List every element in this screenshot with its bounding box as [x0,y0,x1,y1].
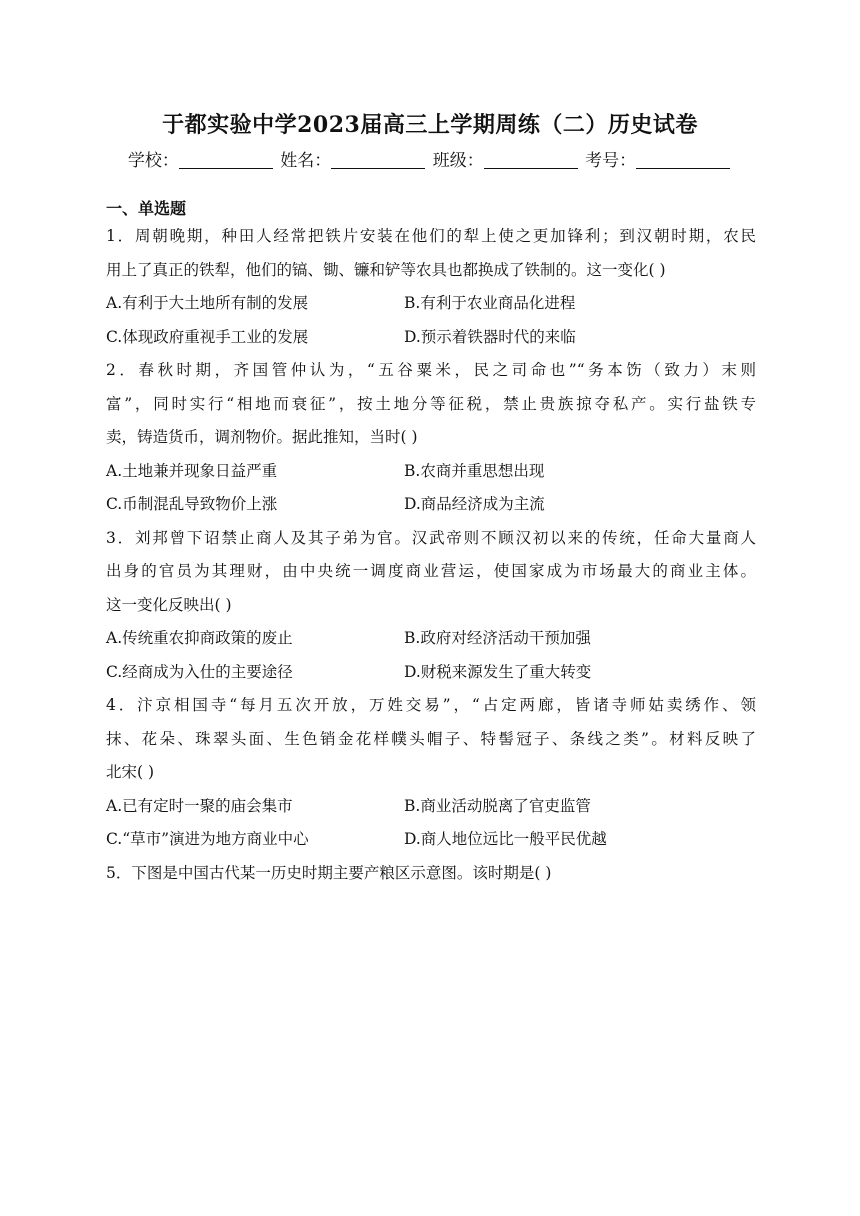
option-b[interactable]: B.农商并重思想出现 [404,461,545,480]
option-d[interactable]: D.财税来源发生了重大转变 [404,662,592,681]
question-text-line: 抹、花朵、珠翠头面、生色销金花样幞头帽子、特髻冠子、条线之类”。材料反映了 [106,729,756,748]
option-row [106,622,756,656]
question-text-line: 2．春秋时期，齐国管仲认为，“五谷粟米，民之司命也”“务本饬（致力）末则 [106,361,756,379]
question-text-line: 5．下图是中国古代某一历史时期主要产粮区示意图。该时期是( ) [106,863,552,882]
option-a[interactable]: A.有利于大土地所有制的发展 [106,294,309,312]
question-list [106,220,756,890]
question-text-line: 这一变化反映出( ) [106,595,232,614]
student-info-line [0,146,860,171]
option-d[interactable]: D.商品经济成为主流 [404,495,545,513]
option-a[interactable]: A.已有定时一聚的庙会集市 [106,796,293,815]
option-b[interactable]: B.商业活动脱离了官吏监管 [404,796,591,815]
question-text-line: 出身的官员为其理财，由中央统一调度商业营运，使国家成为市场最大的商业主体。 [106,562,756,580]
question [106,857,756,891]
name-label: 姓名： [280,151,332,171]
option-b[interactable]: B.政府对经济活动干预加强 [404,629,591,647]
school-blank[interactable] [179,150,273,169]
option-d[interactable]: D.商人地位远比一般平民优越 [404,830,607,848]
exam-number-blank[interactable] [636,150,730,169]
section-title: 一、单选题 [106,199,187,218]
option-c[interactable]: C.“草市”演进为地方商业中心 [106,830,309,848]
option-row [106,790,756,824]
option-row [106,321,756,355]
class-label: 班级： [432,151,484,171]
school-label: 学校： [127,151,179,171]
exam-title: 于都实验中学2023届高三上学期周练（二）历史试卷 [162,112,698,138]
exam-number-label: 考号： [585,151,637,171]
option-c[interactable]: C.经商成为入仕的主要途径 [106,662,293,681]
question-text-line: 4．汴京相国寺“每月五次开放，万姓交易”，“占定两廊，皆诸寺师姑卖绣作、领 [106,696,756,714]
question-text-line: 富”，同时实行“相地而衰征”，按土地分等征税，禁止贵族掠夺私产。实行盐铁专 [106,394,756,413]
option-row [106,455,756,489]
class-blank[interactable] [484,150,578,169]
option-row [106,823,756,857]
name-blank[interactable] [331,150,425,169]
option-row [106,287,756,321]
option-d[interactable]: D.预示着铁器时代的来临 [404,327,576,346]
question-text-line: 北宋( ) [106,763,155,781]
option-c[interactable]: C.币制混乱导致物价上涨 [106,495,278,513]
question [106,689,756,857]
option-b[interactable]: B.有利于农业商品化进程 [404,294,576,312]
question [106,220,756,354]
option-a[interactable]: A.土地兼并现象日益严重 [106,461,278,480]
question-text-line: 卖，铸造货币，调剂物价。据此推知，当时( ) [106,428,418,446]
question-text-line: 3．刘邦曾下诏禁止商人及其子弟为官。汉武帝则不顾汉初以来的传统，任命大量商人 [106,528,756,547]
option-c[interactable]: C.体现政府重视手工业的发展 [106,327,309,346]
question-text-line: 用上了真正的铁犁，他们的镐、锄、镰和铲等农具也都换成了铁制的。这一变化( ) [106,260,666,279]
question [106,522,756,690]
question-text-line: 1．周朝晚期，种田人经常把铁片安装在他们的犁上使之更加锋利；到汉朝时期，农民 [106,227,756,245]
option-row [106,656,756,690]
question [106,354,756,522]
option-row [106,488,756,522]
option-a[interactable]: A.传统重农抑商政策的废止 [106,629,293,647]
